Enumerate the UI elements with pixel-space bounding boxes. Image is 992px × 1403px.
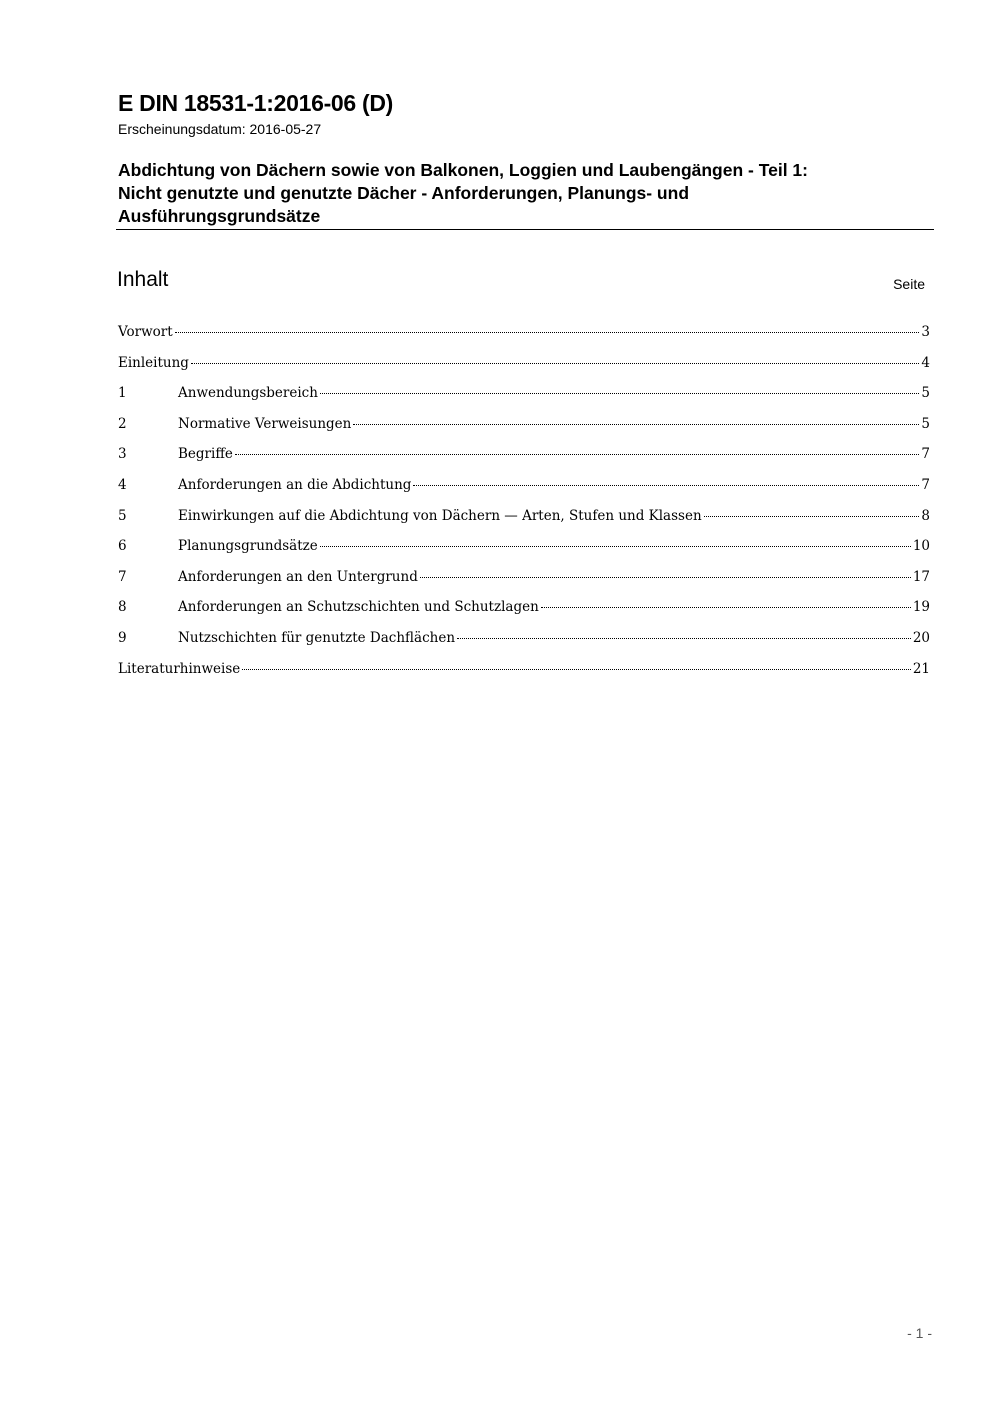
toc-entry-label: Planungsgrundsätze [178,538,318,555]
toc-entry-number: 4 [118,476,127,493]
toc-entry-page: 19 [912,599,930,616]
toc-entry-number: 2 [118,415,127,432]
toc-entry-label: Normative Verweisungen [178,415,352,432]
toc-entry-label: Literaturhinweise [118,660,241,677]
toc-entry-page: 5 [921,415,930,432]
toc-entry-page: 3 [921,324,930,340]
toc-leader-dots [235,454,920,455]
toc-entry-page: 5 [921,385,930,402]
toc-entry-number: 6 [118,538,127,555]
document-id: E DIN 18531-1:2016-06 (D) [118,90,394,116]
toc-entry-page: 10 [912,538,930,555]
toc-entry-page: 7 [921,446,930,463]
title-line: Ausführungsgrundsätze [118,206,321,226]
toc-leader-dots [175,332,920,333]
publication-date: Erscheinungsdatum: 2016-05-27 [118,121,322,137]
toc-entry-label: Einleitung [118,354,189,371]
toc-leader-dots [413,485,919,486]
toc-entry-8[interactable] [118,599,930,630]
toc-heading: Inhalt [117,268,169,291]
toc-page-label: Seite [893,276,925,292]
toc-entry-label: Nutzschichten für genutzte Dachflächen [178,629,456,646]
toc-leader-dots [353,424,919,425]
toc-leader-dots [191,363,919,364]
toc-entry-number: 5 [118,507,127,524]
toc-entry-5[interactable] [118,508,930,539]
toc-entry-1[interactable] [118,385,930,416]
title-divider [116,229,934,230]
toc-leader-dots [320,546,911,547]
toc-leader-dots [541,607,911,608]
toc-entry-number: 3 [118,446,127,463]
toc-entry-label: Anwendungsbereich [178,385,318,402]
toc-entry-page: 20 [912,629,930,646]
toc-entry-page: 21 [912,660,930,677]
title-line: Nicht genutzte und genutzte Dächer - Anforderungen, Planungs- und [118,183,690,203]
toc-entry-label: Anforderungen an die Abdichtung [178,476,412,493]
document-title [118,159,934,228]
toc-entry-6[interactable] [118,538,930,569]
toc-leader-dots [242,669,911,670]
toc-entry-4[interactable] [118,477,930,508]
toc-entry-number: 1 [118,385,127,402]
toc-entry-einleitung[interactable] [118,355,930,386]
toc-entry-number: 8 [118,599,127,616]
toc-entry-literaturhinweise[interactable] [118,661,930,692]
toc-entry-page: 7 [921,476,930,493]
table-of-contents [118,324,930,691]
toc-entry-9[interactable] [118,630,930,661]
toc-entry-2[interactable] [118,416,930,447]
toc-entry-vorwort[interactable] [118,324,930,355]
toc-entry-label: Begriffe [178,446,233,463]
toc-entry-number: 7 [118,568,127,585]
toc-entry-7[interactable] [118,569,930,600]
toc-leader-dots [704,516,920,517]
title-line: Abdichtung von Dächern sowie von Balkonen, Loggien und Laubengängen - Teil 1: [118,160,808,180]
footer-page-number: - 1 - [907,1325,932,1341]
toc-entry-label: Einwirkungen auf die Abdichtung von Dächern — Arten, Stufen und Klassen [178,507,702,524]
toc-entry-label: Anforderungen an Schutzschichten und Schutzlagen [178,599,539,616]
toc-entry-label: Vorwort [118,324,173,340]
toc-entry-page: 17 [912,568,930,585]
toc-entry-number: 9 [118,629,127,646]
toc-entry-label: Anforderungen an den Untergrund [178,568,418,585]
toc-entry-page: 4 [921,354,930,371]
toc-leader-dots [420,577,911,578]
toc-entry-3[interactable] [118,446,930,477]
toc-entry-page: 8 [921,507,930,524]
toc-leader-dots [320,393,919,394]
toc-leader-dots [457,638,911,639]
